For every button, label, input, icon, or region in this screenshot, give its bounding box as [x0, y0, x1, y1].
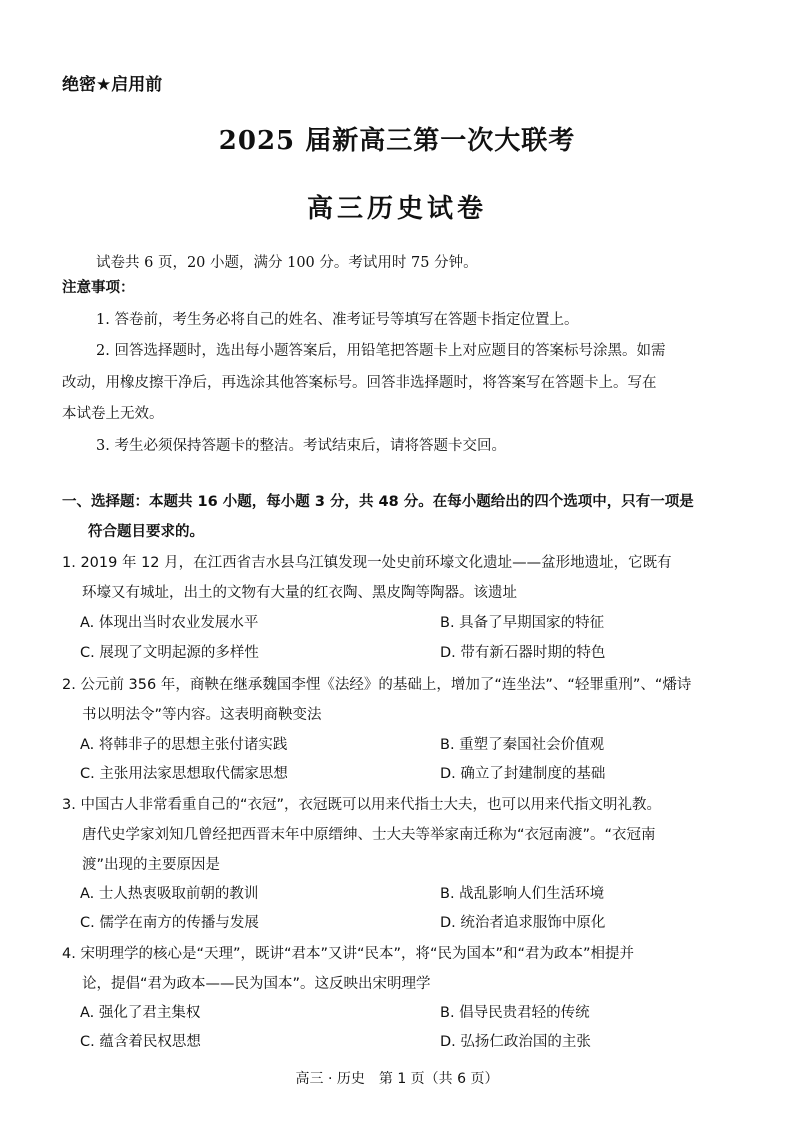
- question-2-line-1: 2. 公元前 356 年，商鞅在继承魏国李悝《法经》的基础上，增加了“连坐法”、“轻罪重刑”、“燔诗: [62, 677, 692, 693]
- question-3-option-d: D. 统治者追求服饰中原化: [440, 915, 606, 931]
- note-1: 1. 答卷前，考生务必将自己的姓名、准考证号等填写在答题卡指定位置上。: [96, 312, 579, 328]
- question-1-line-1: 1. 2019 年 12 月，在江西省吉水县乌江镇发现一处史前环壕文化遗址——盆形地遗址，它既有: [62, 555, 672, 571]
- question-3-line-2: 唐代史学家刘知几曾经把西晋末年中原缙绅、士大夫等举家南迁称为“衣冠南渡”。“衣冠南: [82, 827, 656, 843]
- question-2-option-a: A. 将韩非子的思想主张付诸实践: [80, 737, 288, 753]
- question-2-option-d: D. 确立了封建制度的基础: [440, 766, 606, 782]
- note-3: 3. 考生必须保持答题卡的整洁。考试结束后，请将答题卡交回。: [96, 438, 506, 454]
- question-4-option-c: C. 蕴含着民权思想: [80, 1034, 201, 1050]
- note-2-line-3: 本试卷上无效。: [62, 406, 164, 422]
- question-1-option-a: A. 体现出当时农业发展水平: [80, 615, 259, 631]
- question-4-line-2: 论，提倡“君为政本——民为国本”。这反映出宋明理学: [82, 976, 431, 992]
- question-2-line-2: 书以明法令”等内容。这表明商鞅变法: [82, 707, 322, 723]
- question-4-line-1: 4. 宋明理学的核心是“天理”，既讲“君本”又讲“民本”，将“民为国本”和“君为政本”相提并: [62, 946, 635, 962]
- question-3-option-b: B. 战乱影响人们生活环境: [440, 886, 605, 902]
- question-3-option-a: A. 士人热衷吸取前朝的教训: [80, 886, 259, 902]
- section-heading-line-2: 符合题目要求的。: [88, 524, 204, 540]
- question-2-option-b: B. 重塑了秦国社会价值观: [440, 737, 605, 753]
- question-3-line-3: 渡”出现的主要原因是: [82, 857, 221, 873]
- question-1-option-c: C. 展现了文明起源的多样性: [80, 645, 259, 661]
- section-heading-line-1: 一、选择题：本题共 16 小题，每小题 3 分，共 48 分。在每小题给出的四个选项中，只有一项是: [62, 494, 694, 510]
- question-3-option-c: C. 儒学在南方的传播与发展: [80, 915, 259, 931]
- confidential-label: 绝密★启用前: [62, 75, 163, 95]
- page-footer: 高三 · 历史 第 1 页（共 6 页）: [295, 1071, 499, 1087]
- question-4-option-b: B. 倡导民贵君轻的传统: [440, 1005, 590, 1021]
- exam-title: 2025 届新高三第一次大联考: [218, 126, 576, 156]
- question-1-option-d: D. 带有新石器时期的特色: [440, 645, 606, 661]
- subject-title: 高三历史试卷: [306, 194, 487, 224]
- question-2-option-c: C. 主张用法家思想取代儒家思想: [80, 766, 288, 782]
- question-1-line-2: 环壕又有城址，出土的文物有大量的红衣陶、黑皮陶等陶器。该遗址: [82, 585, 517, 601]
- notes-heading: 注意事项：: [62, 280, 135, 296]
- question-4-option-d: D. 弘扬仁政治国的主张: [440, 1034, 591, 1050]
- question-4-option-a: A. 强化了君主集权: [80, 1005, 201, 1021]
- note-2-line-1: 2. 回答选择题时，选出每小题答案后，用铅笔把答题卡上对应题目的答案标号涂黑。如需: [96, 343, 666, 359]
- question-3-line-1: 3. 中国古人非常看重自己的“衣冠”，衣冠既可以用来代指士大夫，也可以用来代指文明礼教。: [62, 797, 661, 813]
- note-2-line-2: 改动，用橡皮擦干净后，再选涂其他答案标号。回答非选择题时，将答案写在答题卡上。写在: [62, 375, 657, 391]
- exam-intro: 试卷共 6 页，20 小题，满分 100 分。考试用时 75 分钟。: [96, 255, 478, 271]
- question-1-option-b: B. 具备了早期国家的特征: [440, 615, 605, 631]
